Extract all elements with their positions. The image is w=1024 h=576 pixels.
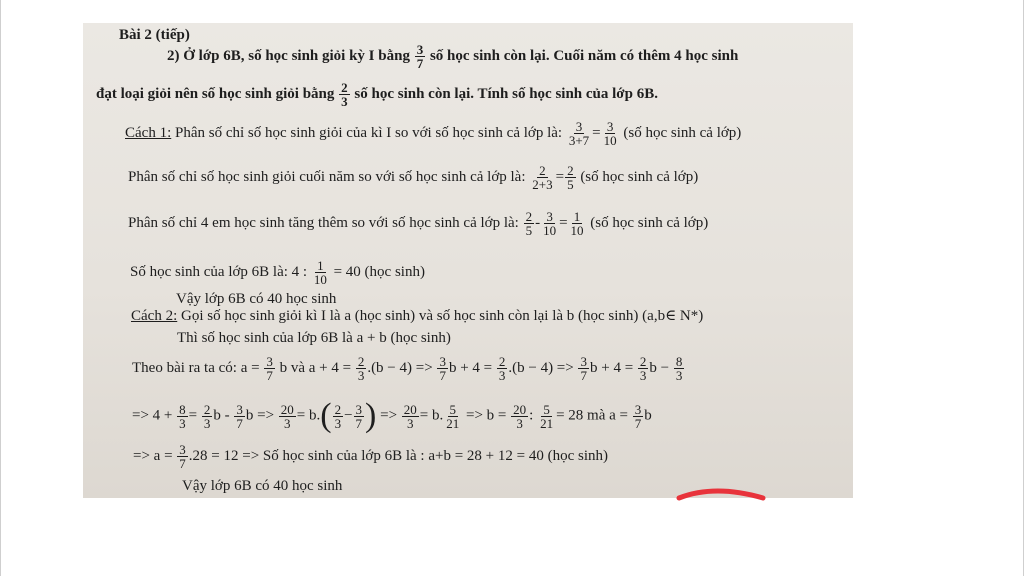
document-photo <box>83 23 853 498</box>
fraction: $\frac{3}{10}$ <box>603 119 617 148</box>
fraction: $\frac{2}{3}$ <box>341 80 348 109</box>
fraction: $\frac{2}{3}$ <box>203 401 211 431</box>
problem-line-2: đạt loại giỏi nên số học sinh giỏi bằng $\frac{2}{3}$ số học sinh còn lại. Tính số học sinh của lớp 6B. <box>96 80 658 109</box>
fraction: $\frac{2}{3}$ <box>639 354 647 383</box>
fraction: $\frac{2}{3}$ <box>498 354 506 383</box>
fraction: $\frac{1}{10}$ <box>570 209 584 238</box>
fraction: $\frac{2}{5}$ <box>567 163 574 192</box>
fraction: $\frac{3}{7}$ <box>416 42 424 71</box>
method2-conclusion: Vậy lớp 6B có 40 học sinh <box>182 478 343 494</box>
fraction: $\frac{2}{3}$ <box>357 354 365 383</box>
fraction: $\frac{3}{7}$ <box>355 401 363 431</box>
fraction: $\frac{2}{5}$ <box>525 209 533 238</box>
method2-line-4: => 4 + $\frac{8}{3}$ = $\frac{2}{3}$ b - $\frac{3}{7}$ b => $\frac{20}{3}$ = b.( $\frac{2}{3}$ − $\frac{3}{7}$ ) => $\frac{20}{3}$ = b. $\frac{5}{21}$ => b = $\frac{20}{3}$ : $\frac{5}{21}$ = 28 mà a = $\frac{3}{7}$ b <box>132 397 652 434</box>
fraction: $\frac{3}{3+7}$ <box>568 119 590 148</box>
fraction: $\frac{3}{7}$ <box>236 401 243 431</box>
method1-line-1: Cách 1: Phân số chỉ số học sinh giỏi của kì I so với số học sinh cả lớp là: $\frac{3}{3+7}$ = $\frac{3}{10}$ (số học sinh cả lớp) <box>125 119 742 148</box>
fraction: $\frac{3}{7}$ <box>634 401 642 431</box>
fraction: $\frac{3}{7}$ <box>179 442 186 471</box>
method2-line-5: => a = $\frac{3}{7}$ .28 = 12 => Số học sinh của lớp 6B là : a+b = 28 + 12 = 40 (học sinh) <box>133 442 608 471</box>
method2-line-2: Thì số học sinh của lớp 6B là a + b (học sinh) <box>177 330 451 346</box>
fraction: $\frac{5}{21}$ <box>540 401 554 431</box>
problem-line-1: 2) Ở lớp 6B, số học sinh giỏi kỳ I bằng $\frac{3}{7}$ số học sinh còn lại. Cuối năm có thêm 4 học sinh <box>167 42 739 71</box>
red-marker-stroke <box>675 486 767 516</box>
viewer-left-border <box>0 0 1 576</box>
fraction: $\frac{3}{7}$ <box>266 354 273 383</box>
fraction: $\frac{20}{3}$ <box>403 401 417 431</box>
exercise-title: Bài 2 (tiếp) <box>119 27 190 43</box>
fraction: $\frac{3}{10}$ <box>543 209 557 238</box>
fraction: $\frac{5}{21}$ <box>446 401 460 431</box>
method2-line-1: Cách 2: Gọi số học sinh giỏi kì I là a (học sinh) và số học sinh còn lại là b (học sinh) (a,b∈ N*) <box>131 308 704 324</box>
fraction: $\frac{2}{3}$ <box>334 401 342 431</box>
method1-conclusion: Vậy lớp 6B có 40 học sinh <box>176 291 337 307</box>
method1-line-2: Phân số chỉ số học sinh giỏi cuối năm so với số học sinh cả lớp là: $\frac{2}{2+3}$ = $\frac{2}{5}$ (số học sinh cả lớp) <box>128 163 699 192</box>
fraction: $\frac{20}{3}$ <box>280 401 294 431</box>
method2-line-3: Theo bài ra ta có: a = $\frac{3}{7}$ b và a + 4 = $\frac{2}{3}$ .(b − 4) => $\frac{3}{7}$ b + 4 = $\frac{2}{3}$ .(b − 4) => $\frac{3}{7}$ b + 4 = $\frac{2}{3}$ b − $\frac{8}{3}$ <box>132 354 683 383</box>
fraction: $\frac{3}{7}$ <box>580 354 587 383</box>
fraction: $\frac{8}{3}$ <box>675 354 683 383</box>
method1-line-4: Số học sinh của lớp 6B là: 4 : $\frac{1}{10}$ = 40 (học sinh) <box>130 258 425 287</box>
fraction: $\frac{1}{10}$ <box>313 258 327 287</box>
method1-label: Cách 1: <box>125 124 172 141</box>
fraction: $\frac{2}{2+3}$ <box>532 163 553 192</box>
fraction: $\frac{3}{7}$ <box>439 354 446 383</box>
method1-line-3: Phân số chỉ 4 em học sinh tăng thêm so với số học sinh cả lớp là: $\frac{2}{5}$ - $\frac{3}{10}$ = $\frac{1}{10}$ (số học sinh cả lớp) <box>128 209 709 238</box>
fraction: $\frac{20}{3}$ <box>513 401 527 431</box>
method2-label: Cách 2: <box>131 308 178 324</box>
fraction: $\frac{8}{3}$ <box>179 401 186 431</box>
